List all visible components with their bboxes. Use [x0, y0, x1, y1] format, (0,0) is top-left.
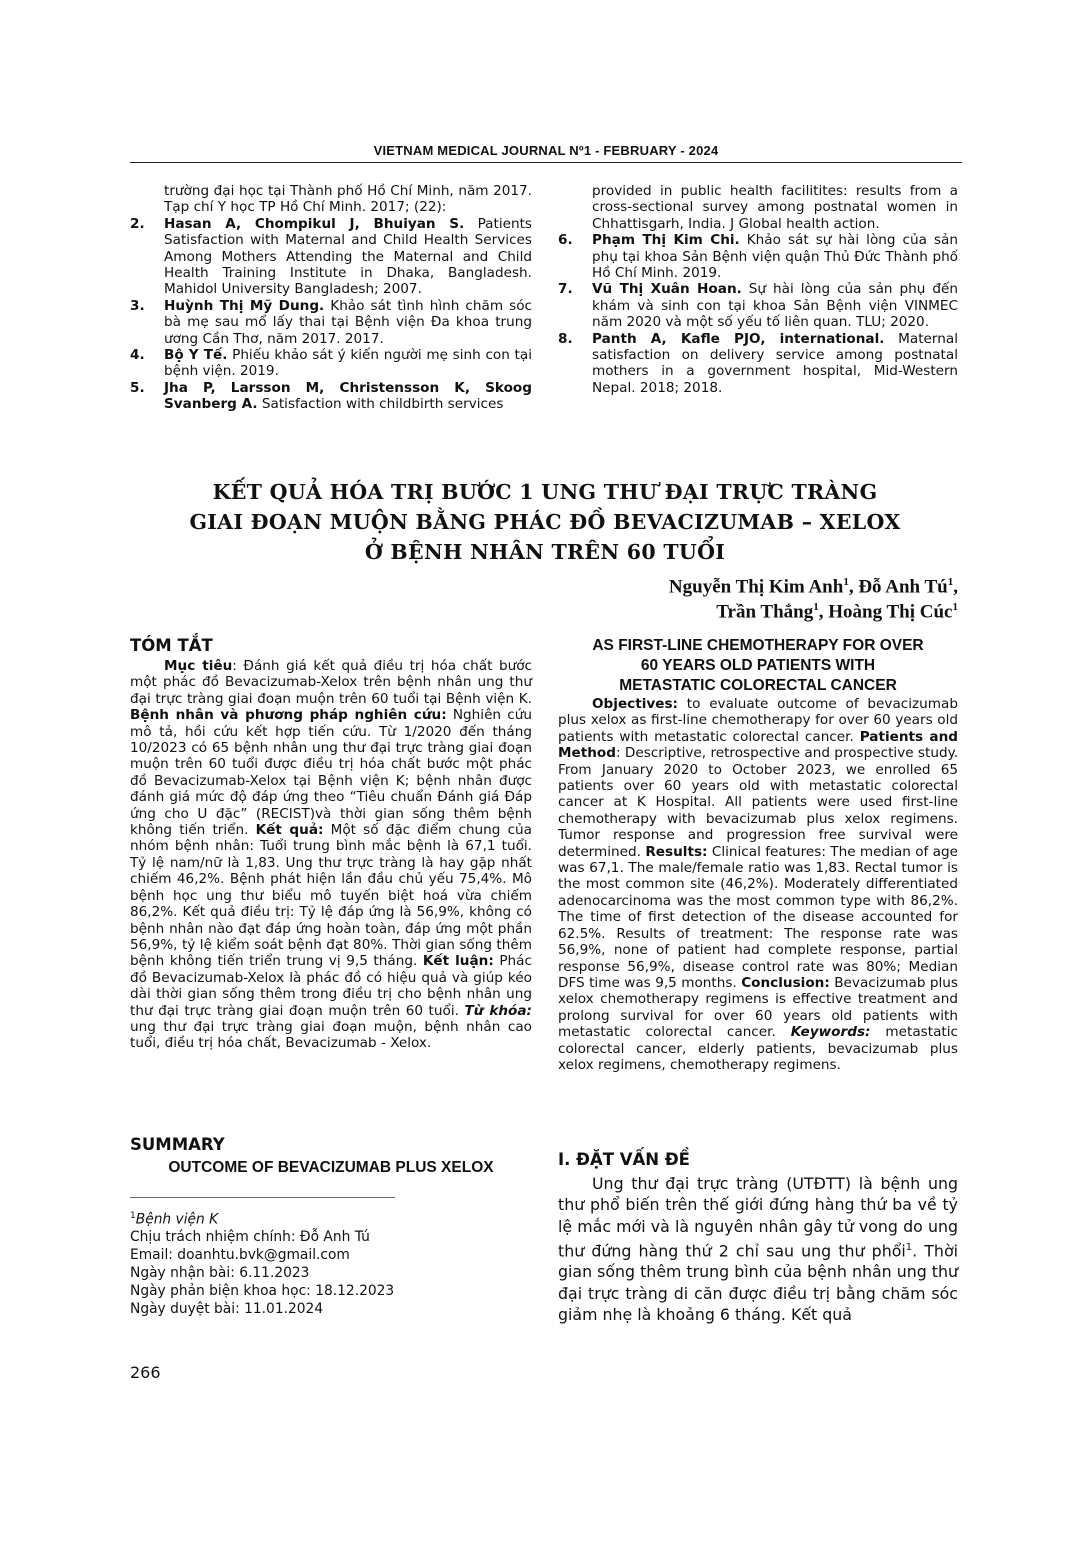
- methods-label: Bệnh nhân và phương pháp nghiên cứu:: [130, 707, 447, 724]
- reference-number: 3.: [130, 297, 145, 314]
- methods-text: Nghiên cứu mô tả, hồi cứu kết hợp tiến cứu. Từ 1/2020 đến tháng 10/2023 có 65 bệnh nhân ung thư đại trực tràng giai đoạn muộn trên 60 tuổi được điều trị hóa chất bước một phác đồ Bevacizumab-Xelox tại Bệnh viện K; bệnh nhân được đánh giá mức độ đáp ứng theo “Tiêu chuẩn Đánh giá Đáp ứng cho U đặc” (RECIST)và thời gian sống thêm bệnh không tiến triển.: [130, 707, 532, 839]
- results-text: Clinical features: The median of age was 67,1. The male/female ratio was 1,83. Rectal tumor is the most common site (46,2%). Moderately differentiated adenocarcinoma was the most common type with 86,2%. The time of first detection of the disease accounted for 62.5%. Results of treatment: The response rate was 56,9%, none of patient had complete response, partial response 56,9%, disease control rate was 80%; Median DFS time was 9,5 months.: [558, 843, 958, 991]
- abstract-vi-body: [130, 658, 532, 1052]
- references-left-column: [130, 183, 532, 413]
- author-name: Nguyễn Thị Kim Anh: [668, 576, 844, 598]
- article-title-line-1: KẾT QUẢ HÓA TRỊ BƯỚC 1 UNG THƯ ĐẠI TRỰC TRÀNG: [212, 480, 878, 504]
- reference-number: 5.: [130, 379, 145, 396]
- footnote-email: Email: doanhtu.bvk@gmail.com: [130, 1247, 350, 1264]
- journal-header: VIETNAM MEDICAL JOURNAL Nº1 - FEBRUARY - 2024: [373, 143, 719, 158]
- footnote-affiliation: [130, 1208, 530, 1229]
- footnotes: [130, 1208, 530, 1318]
- references-right-column: [558, 183, 958, 396]
- reference-number: 4.: [130, 347, 145, 364]
- conclusion-label: Conclusion:: [741, 974, 830, 991]
- affiliation-marker: 1: [130, 1211, 136, 1221]
- objectives-label: Objectives:: [592, 696, 678, 712]
- abstract-en-body: [558, 696, 958, 1073]
- footnote-accepted-date: Ngày duyệt bài: 11.01.2024: [130, 1300, 324, 1317]
- author-line-2: [716, 601, 958, 623]
- reference-item: [130, 298, 532, 347]
- keywords-text: metastatic colorectal cancer, elderly patients, bevacizumab plus xelox regimens, chemotherapy regimens.: [558, 1024, 958, 1073]
- reference-text: provided in public health facilitites: results from a cross-sectional survey among postnatal women in Chhattisgarh, India. J Global health action.: [592, 183, 958, 232]
- reference-item: [130, 216, 532, 298]
- affiliation-marker: 1: [947, 576, 954, 588]
- footnote-review-date: Ngày phản biện khoa học: 18.12.2023: [130, 1282, 395, 1299]
- reference-number: 2.: [130, 215, 145, 232]
- results-label: Kết quả:: [255, 822, 324, 839]
- reference-continuation: [130, 183, 532, 216]
- reference-number: 6.: [558, 232, 573, 249]
- reference-item: [558, 331, 958, 397]
- author-line-1: [669, 576, 958, 598]
- reference-authors: Bộ Y Tế.: [164, 347, 228, 364]
- reference-number: 7.: [558, 281, 573, 298]
- reference-text: Maternal satisfaction on delivery service among postnatal mothers in a government hospital, Mid-Western Nepal. 2018; 2018.: [592, 330, 958, 396]
- reference-text: Phiếu khảo sát ý kiến người mẹ sinh con tại bệnh viện. 2019.: [164, 347, 532, 380]
- abstract-vi-heading: TÓM TẮT: [130, 636, 213, 655]
- author-name: Trần Thắng: [716, 601, 814, 623]
- footnote-corresponding-author: Chịu trách nhiệm chính: Đỗ Anh Tú: [130, 1229, 370, 1246]
- author-name: Đỗ Anh Tú: [858, 576, 948, 598]
- page-number: 266: [130, 1363, 161, 1382]
- reference-item: [130, 380, 532, 413]
- reference-authors: Phạm Thị Kim Chi.: [592, 232, 740, 249]
- author-separator: ,: [818, 601, 829, 623]
- results-label: Results:: [645, 843, 708, 860]
- reference-text: Satisfaction with childbirth services: [257, 396, 504, 413]
- reference-authors: Huỳnh Thị Mỹ Dung.: [164, 297, 325, 314]
- reference-authors: Hasan A, Chompikul J, Bhuiyan S.: [164, 215, 465, 232]
- methods-text: : Descriptive, retrospective and prospective study. From January 2020 to October 2023, we enrolled 65 patients over 60 years old with metastatic colorectal cancer at K Hospital. All patients were used first-line chemotherapy with bevacizumab plus xelox regimens. Tumor response and progression free survival were determined.: [558, 745, 959, 860]
- intro-paragraph: [558, 1173, 958, 1325]
- affiliation-marker: 1: [952, 601, 958, 613]
- citation-marker: 1: [905, 1241, 913, 1253]
- article-title-line-2: GIAI ĐOẠN MUỘN BẰNG PHÁC ĐỒ BEVACIZUMAB – XELOX: [189, 510, 901, 534]
- footnote-rule: [130, 1197, 395, 1198]
- affiliation-marker: 1: [843, 576, 849, 588]
- summary-title-line-4: METASTATIC COLORECTAL CANCER: [619, 677, 897, 694]
- keywords-label: Keywords:: [790, 1024, 871, 1041]
- reference-authors: Panth A, Kafle PJO, international.: [592, 330, 885, 347]
- reference-continuation: [558, 183, 958, 232]
- abstract-vi-paragraph: [130, 658, 532, 1052]
- reference-text: Khảo sát tình hình chăm sóc bà mẹ sau mổ lấy thai tại Bệnh viện Đa khoa trung ương Cần Thơ, năm 2017. 2017.: [164, 297, 532, 347]
- header-rule: [130, 162, 962, 163]
- affiliation-text: Bệnh viện K: [135, 1211, 219, 1228]
- methods-label: Patients and Method: [558, 728, 959, 762]
- intro-body: [558, 1173, 958, 1325]
- reference-item: [130, 347, 532, 380]
- summary-title-continued: [558, 636, 958, 696]
- intro-text-continued: . Thời gian sống thêm trung bình của bệnh nhân ung thư đại trực tràng di căn được điều trị bằng chăm sóc giảm nhẹ là khoảng 6 tháng. Kết quả: [558, 1241, 958, 1325]
- reference-text: Khảo sát sự hài lòng của sản phụ tại khoa Sản Bệnh viện quận Thủ Đức Thành phố Hồ Chí Minh. 2019.: [592, 232, 959, 282]
- intro-text: Ung thư đại trực tràng (UTĐTT) là bệnh ung thư phổ biến trên thế giới đứng hàng thứ ba về tỷ lệ mắc mới và là nguyên nhân gây tử vong do ung thư đứng hàng thứ 2 chỉ sau ung thư phổi: [558, 1174, 958, 1261]
- author-name: Hoàng Thị Cúc: [828, 601, 953, 623]
- reference-text: trường đại học tại Thành phố Hồ Chí Minh, năm 2017. Tạp chí Y học TP Hồ Chí Minh. 2017; (22):: [164, 183, 532, 216]
- reference-authors: Jha P, Larsson M, Christensson K, Skoog Svanberg A.: [164, 379, 532, 413]
- objective-label: Mục tiêu: [164, 658, 233, 674]
- author-separator: ,: [848, 576, 859, 598]
- keywords-text: ung thư đại trực tràng giai đoạn muộn, bệnh nhân cao tuổi, điều trị hóa chất, Bevacizumab - Xelox.: [130, 1018, 532, 1052]
- summary-title-line-1: OUTCOME OF BEVACIZUMAB PLUS XELOX: [168, 1159, 494, 1176]
- abstract-en-paragraph: [558, 696, 958, 1073]
- footnote-received-date: Ngày nhận bài: 6.11.2023: [130, 1264, 310, 1281]
- reference-item: [558, 281, 958, 330]
- reference-text: Sự hài lòng của sản phụ đến khám và sinh con tại khoa Sản Bệnh viện VINMEC năm 2020 và một số yếu tố liên quan. TLU; 2020.: [592, 281, 958, 331]
- reference-number: 8.: [558, 330, 573, 347]
- conclusion-label: Kết luận:: [422, 953, 494, 970]
- reference-authors: Vũ Thị Xuân Hoan.: [592, 281, 742, 298]
- objectives-text: to evaluate outcome of bevacizumab plus xelox as first-line chemotherapy for over 60 years old patients with metastatic colorectal cancer.: [558, 696, 958, 745]
- objective-text: : Đánh giá kết quả điều trị hóa chất bước một phác đồ Bevacizumab-Xelox trên bệnh nhân ung thư đại trực tràng giai đoạn muộn trên 60 tuổi tại Bệnh viện K.: [130, 658, 532, 707]
- affiliation-marker: 1: [813, 601, 819, 613]
- author-separator: ,: [953, 576, 958, 598]
- conclusion-text: Bevacizumab plus xelox chemotherapy regimens is effective treatment and prolong survival for over 60 years old patients with metastatic colorectal cancer.: [558, 974, 958, 1041]
- results-text: Một số đặc điểm chung của nhóm bệnh nhân: Tuổi trung bình mắc bệnh là 67,1 tuổi. Tỷ lệ nam/nữ là 1,83. Ung thư trực tràng là hay gặp nhất chiếm 46,2%. Bệnh phát hiện lần đầu chủ yếu 75,4%. Mô bệnh học ung thư biểu mô tuyến biệt hoá vừa chiếm 86,2%. Kết quả điều trị: Tỷ lệ đáp ứng là 56,9%, không có bệnh nhân nào đạt đáp ứng hoàn toàn, đáp ứng một phần 56,9%, tỷ lệ kiểm soát bệnh đạt 80%. Thời gian sống thêm bệnh không tiến triển trung vị 9,5 tháng.: [130, 822, 532, 970]
- summary-title-line-2: AS FIRST-LINE CHEMOTHERAPY FOR OVER: [592, 637, 924, 654]
- reference-text: Patients Satisfaction with Maternal and Child Health Services Among Mothers Attending the Maternal and Child Health Training Institute in Dhaka, Bangladesh. Mahidol University Bangladesh; 2007.: [164, 215, 532, 298]
- keywords-label: Từ khóa:: [464, 1002, 532, 1019]
- summary-title-line-3: 60 YEARS OLD PATIENTS WITH: [640, 657, 876, 674]
- reference-item: [558, 232, 958, 281]
- summary-heading: SUMMARY: [130, 1135, 225, 1154]
- conclusion-text: Phác đồ Bevacizumab-Xelox là phác đồ có hiệu quả và giúp kéo dài thời gian sống thêm trong điều trị cho bệnh nhân ung thư đại trực tràng giai đoạn muộn trên 60 tuổi.: [130, 953, 532, 1019]
- intro-heading: I. ĐẶT VẤN ĐỀ: [558, 1150, 690, 1169]
- article-title-line-3: Ở BỆNH NHÂN TRÊN 60 TUỔI: [364, 540, 726, 564]
